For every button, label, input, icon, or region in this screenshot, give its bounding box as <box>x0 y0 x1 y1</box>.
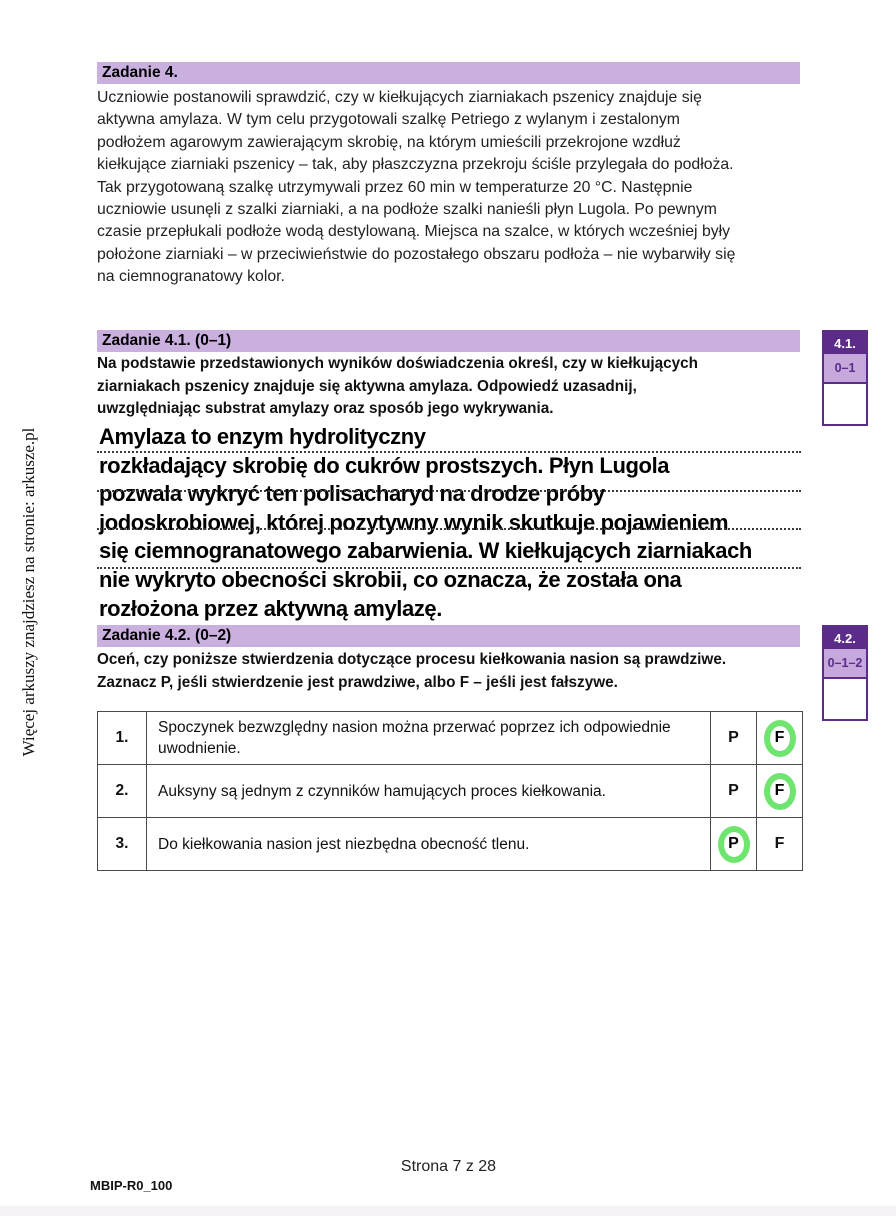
task41-score-box <box>822 330 868 426</box>
task4-header-bar: Zadanie 4. <box>97 62 800 84</box>
answer-line: rozłożona przez aktywną amylazę. <box>99 595 442 621</box>
answer-circle: F <box>764 720 796 757</box>
statement-cell: Do kiełkowania nasion jest niezbędna obecność tlenu. <box>147 818 711 871</box>
question-line: ziarniakach pszenicy znajduje się aktywna amylaza. Odpowiedź uzasadnij, <box>97 377 637 395</box>
answer-line: pozwala wykryć ten polisacharyd na drodze próby <box>99 481 605 507</box>
paragraph-line: aktywna amylaza. W tym celu przygotowali szalkę Petriego z wylanym i zestalonym <box>97 111 680 129</box>
page-number: Strona 7 z 28 <box>400 1158 497 1175</box>
answer-dotted-line <box>97 567 801 569</box>
score-range: 0–1–2 <box>824 649 866 679</box>
score-empty-cell <box>824 679 866 719</box>
f-option-cell <box>757 765 803 818</box>
table-row <box>98 818 803 871</box>
task42-header-bar: Zadanie 4.2. (0–2) <box>97 625 800 647</box>
row-number-cell: 2. <box>98 765 147 818</box>
answer-line: nie wykryto obecności skrobii, co oznacza, że została ona <box>99 566 682 592</box>
answer-line: się ciemnogranatowego zabarwienia. W kiełkujących ziarniakach <box>99 538 752 564</box>
score-empty-cell <box>824 384 866 424</box>
task4-paragraph <box>97 87 809 289</box>
answer-line: jodoskrobiowej, której pozytywny wynik skutkuje pojawieniem <box>99 509 729 535</box>
task42-question <box>97 649 809 694</box>
paragraph-line: kiełkujące ziarniaki pszenicy – tak, aby płaszczyzna przekroju ściśle przylegała do podłoża. <box>97 156 734 174</box>
statement-cell: Spoczynek bezwzględny nasion można przerwać poprzez ich odpowiednie uwodnienie. <box>147 712 711 765</box>
f-option-cell <box>757 712 803 765</box>
row-number-cell: 1. <box>98 712 147 765</box>
paragraph-line: na ciemnogranatowy kolor. <box>97 268 285 286</box>
answer-dotted-line <box>97 528 801 530</box>
question-line: Oceń, czy poniższe stwierdzenia dotyczące procesu kiełkowania nasion są prawdziwe. <box>97 651 727 668</box>
task41-question <box>97 353 809 421</box>
f-option-cell: F <box>757 818 803 871</box>
paragraph-line: Uczniowie postanowili sprawdzić, czy w kiełkujących ziarniakach pszenicy znajduje się <box>97 89 702 106</box>
answer-dotted-line <box>97 490 801 492</box>
row-number-cell: 3. <box>98 818 147 871</box>
answer-circle: F <box>764 773 796 810</box>
form-code: MBIP-R0_100 <box>90 1178 173 1193</box>
true-false-table <box>97 711 803 871</box>
paragraph-line: czasie przepłukali podłoże wodą destylowaną. Miejsca na szalce, w których wcześniej były <box>97 223 731 241</box>
paragraph-line: położone ziarniaki – w przeciwieństwie do pozostałego obszaru podłoża – nie wybarwiły się <box>97 245 736 263</box>
paragraph-line: podłożem agarowym zawierającym skrobię, na którym umieścili przekrojone wzdłuż <box>97 133 681 151</box>
p-option-cell: P <box>711 712 757 765</box>
p-option-cell: P <box>711 765 757 818</box>
score-range: 0–1 <box>824 354 866 384</box>
score-label: 4.1. <box>824 332 866 354</box>
sidebar-watermark-text: Więcej arkuszy znajdziesz na stronie: arkusze.pl <box>19 427 38 757</box>
answer-line: rozkładający skrobię do cukrów prostszych. Płyn Lugola <box>99 452 670 478</box>
score-label: 4.2. <box>824 627 866 649</box>
p-option-cell <box>711 818 757 871</box>
answer-area <box>99 423 809 623</box>
task41-header-bar: Zadanie 4.1. (0–1) <box>97 330 800 352</box>
paragraph-line: uczniowie usunęli z szalki ziarniaki, a na podłoże szalki nanieśli płyn Lugola. Po pewnym <box>97 201 717 219</box>
question-line: uwzględniając substrat amylazy oraz sposób jego wykrywania. <box>97 400 554 417</box>
question-line: Na podstawie przedstawionych wyników doświadczenia określ, czy w kiełkujących <box>97 355 699 372</box>
task42-score-box <box>822 625 868 721</box>
answer-circle: P <box>718 826 750 863</box>
answer-line: Amylaza to enzym hydrolityczny <box>99 424 426 449</box>
paragraph-line: Tak przygotowaną szalkę utrzymywali przez 60 min w temperaturze 20 °C. Następnie <box>97 178 693 196</box>
table-row <box>98 765 803 818</box>
answer-dotted-line <box>97 451 801 453</box>
table-row <box>98 712 803 765</box>
question-line: Zaznacz P, jeśli stwierdzenie jest prawdziwe, albo F – jeśli jest fałszywe. <box>97 673 618 691</box>
page-bottom-edge <box>0 1206 896 1216</box>
statement-cell: Auksyny są jednym z czynników hamujących proces kiełkowania. <box>147 765 711 818</box>
